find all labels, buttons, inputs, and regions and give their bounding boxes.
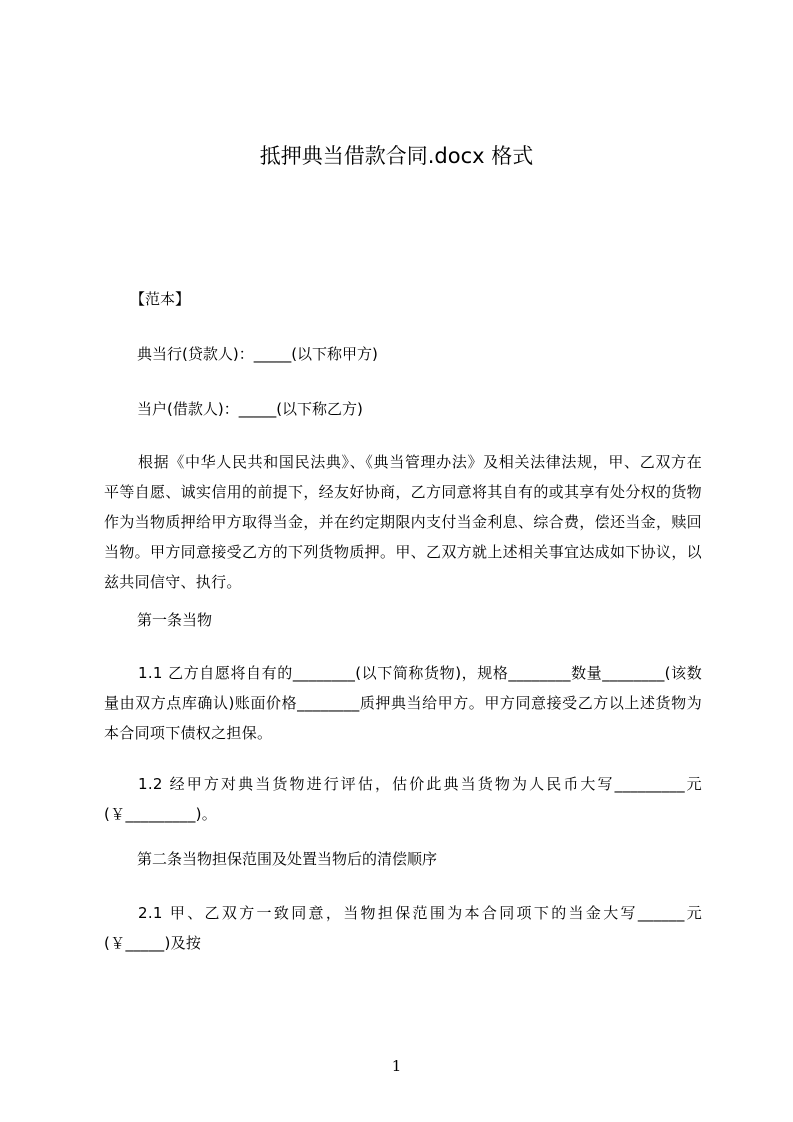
page-number: 1: [391, 1057, 402, 1075]
clause-1-2: 1.2 经甲方对典当货物进行评估，估价此典当货物为人民币大写_________元(￥_________)。: [104, 775, 702, 823]
borrower-line: 当户(借款人)：_____(以下称乙方): [137, 400, 363, 418]
template-label: 【范本】: [130, 290, 191, 308]
clause-2-1: 2.1 甲、乙双方一致同意，当物担保范围为本合同项下的当金大写______元(￥_____)及按: [104, 904, 702, 952]
article2-heading: 第二条当物担保范围及处置当物后的清偿顺序: [137, 850, 438, 868]
document-title: 抵押典当借款合同.docx 格式: [259, 144, 534, 168]
lender-line: 典当行(贷款人)：_____(以下称甲方): [137, 345, 378, 363]
article1-heading: 第一条当物: [137, 611, 213, 629]
preamble-paragraph: 根据《中华人民共和国民法典》、《典当管理办法》及相关法律法规，甲、乙双方在平等自愿、诚实信用的前提下，经友好协商，乙方同意将其自有的或其享有处分权的货物作为当物质押给甲方取得当金，并在约定期限内支付当金利息、综合费，偿还当金，赎回当物。甲方同意接受乙方的下列货物质押。甲、乙双方就上述相关事宜达成如下协议，以兹共同信守、执行。: [104, 453, 702, 591]
clause-1-1: 1.1 乙方自愿将自有的________(以下简称货物)，规格________数量________(该数量由双方点库确认)账面价格________质押典当给甲方。甲方同意接受乙方以上述货物为本合同项下债权之担保。: [104, 664, 702, 742]
